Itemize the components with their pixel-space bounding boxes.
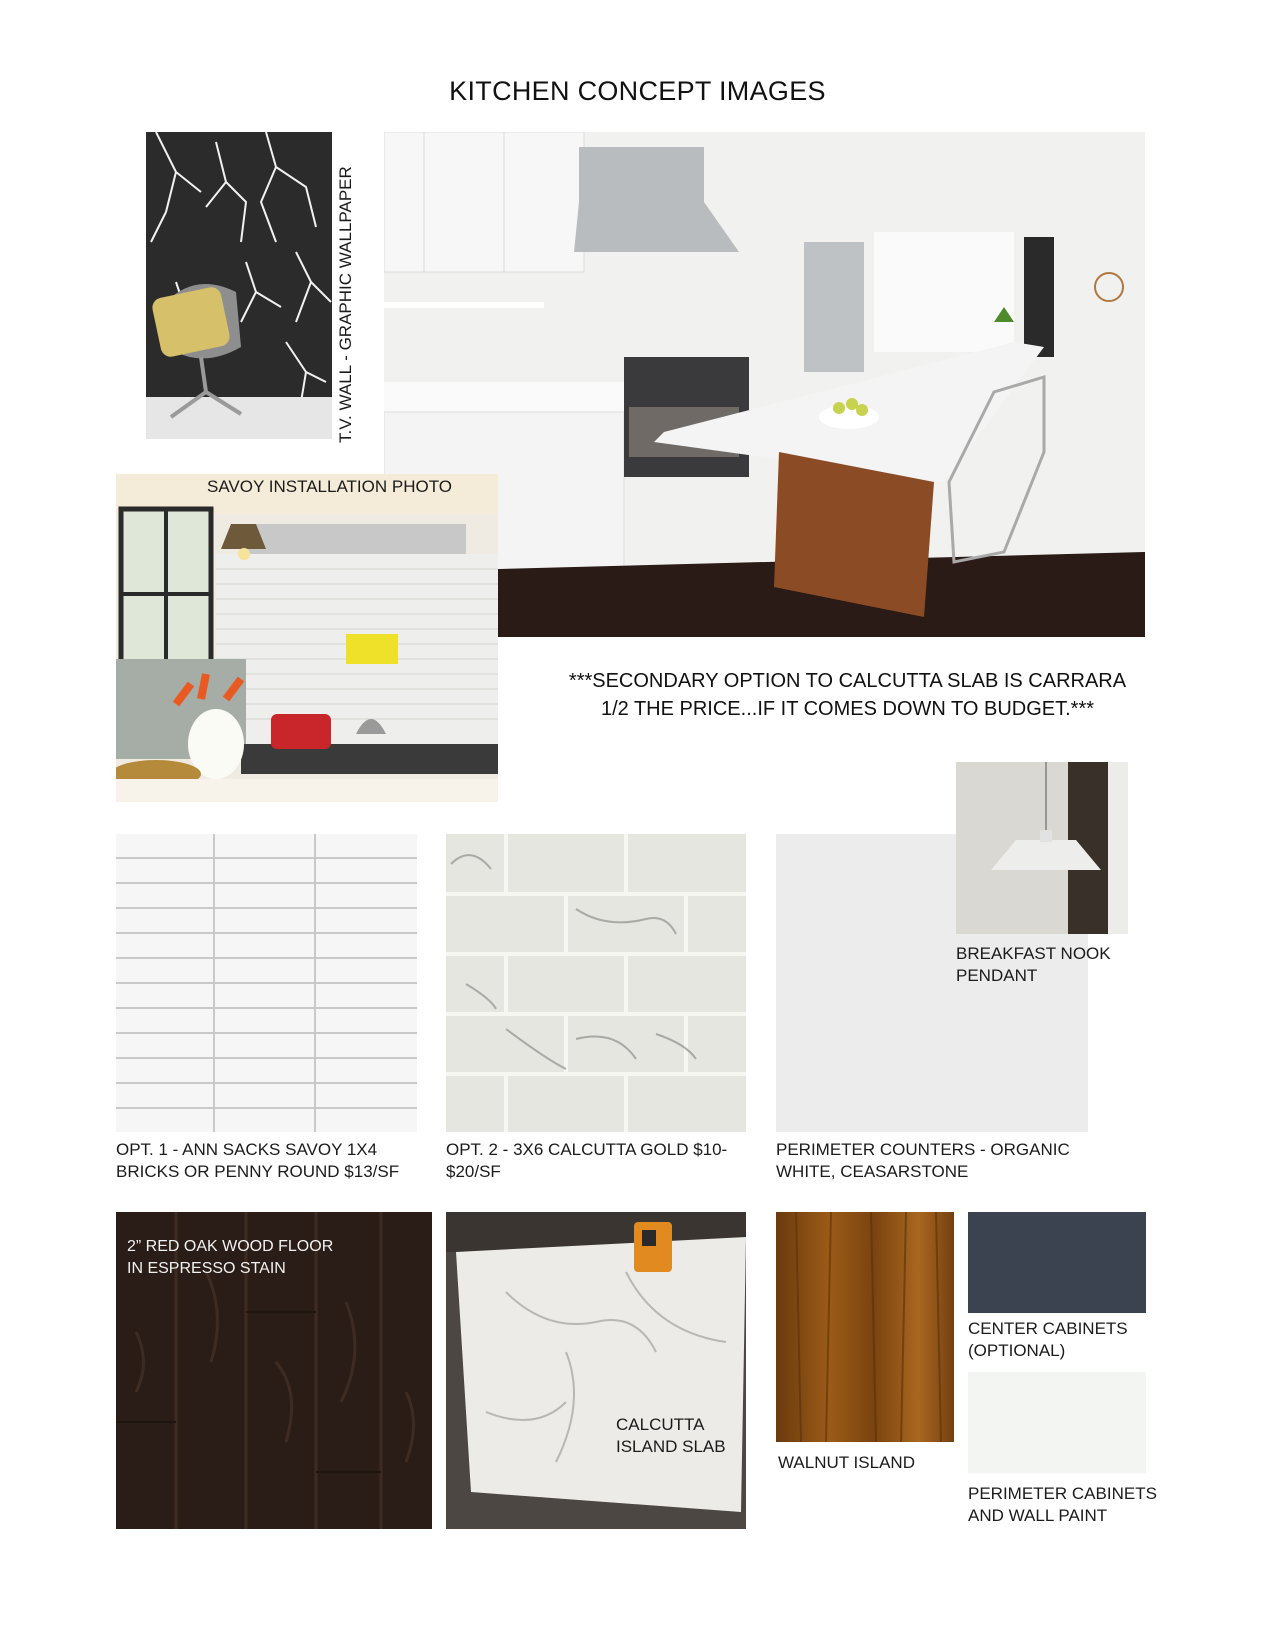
center-cabinets-caption <box>968 1318 1128 1362</box>
opt2-caption-line-2: $20/SF <box>446 1162 501 1181</box>
perimeter-counters-caption-line-2: WHITE, CEASARSTONE <box>776 1162 969 1181</box>
opt1-caption <box>116 1139 399 1183</box>
breakfast-pendant-caption-line-2: PENDANT <box>956 966 1038 985</box>
perimeter-cabinets-swatch <box>968 1372 1146 1473</box>
center-cabinets-caption-line-2: (OPTIONAL) <box>968 1341 1066 1360</box>
kitchen-photo <box>384 132 1145 637</box>
opt2-caption-line-1: OPT. 2 - 3X6 CALCUTTA GOLD $10- <box>446 1140 728 1159</box>
center-cabinets-caption-line-1: CENTER CABINETS <box>968 1319 1128 1338</box>
wallpaper-image <box>146 132 332 439</box>
budget-note-line-2: 1/2 THE PRICE...IF IT COMES DOWN TO BUDGET.*** <box>600 698 1095 720</box>
tv-wall-caption: T.V. WALL - GRAPHIC WALLPAPER <box>336 166 355 443</box>
savoy-installation-photo <box>116 474 498 802</box>
floor-caption-line-2: IN ESPRESSO STAIN <box>127 1260 286 1277</box>
page-title: KITCHEN CONCEPT IMAGES <box>449 76 826 106</box>
opt2-caption <box>446 1139 727 1183</box>
opt1-caption-line-2: BRICKS OR PENNY ROUND $13/SF <box>116 1162 400 1181</box>
breakfast-pendant-photo <box>956 762 1128 934</box>
perimeter-cabinets-caption <box>968 1483 1157 1527</box>
calcutta-slab-photo <box>446 1212 746 1529</box>
savoy-tile-swatch <box>116 834 417 1132</box>
floor-caption <box>127 1236 333 1280</box>
slab-caption-line-1: CALCUTTA <box>616 1415 705 1434</box>
floor-caption-line-1: 2” RED OAK WOOD FLOOR <box>127 1238 334 1255</box>
walnut-island-swatch <box>776 1212 954 1442</box>
center-cabinets-swatch <box>968 1212 1146 1313</box>
budget-note-line-1: ***SECONDARY OPTION TO CALCUTTA SLAB IS CARRARA <box>568 670 1127 692</box>
calcutta-tile-swatch <box>446 834 746 1132</box>
perimeter-cabinets-caption-line-1: PERIMETER CABINETS <box>968 1484 1157 1503</box>
slab-caption-line-2: ISLAND SLAB <box>616 1437 726 1456</box>
slab-caption <box>616 1414 726 1458</box>
opt1-caption-line-1: OPT. 1 - ANN SACKS SAVOY 1X4 <box>116 1140 378 1159</box>
perimeter-cabinets-caption-line-2: AND WALL PAINT <box>968 1506 1108 1525</box>
budget-note <box>520 667 1175 723</box>
walnut-caption: WALNUT ISLAND <box>778 1453 915 1472</box>
breakfast-pendant-caption <box>956 943 1111 987</box>
breakfast-pendant-caption-line-1: BREAKFAST NOOK <box>956 944 1111 963</box>
perimeter-counters-caption <box>776 1139 1070 1183</box>
perimeter-counters-caption-line-1: PERIMETER COUNTERS - ORGANIC <box>776 1140 1070 1159</box>
savoy-installation-caption: SAVOY INSTALLATION PHOTO <box>207 477 452 496</box>
